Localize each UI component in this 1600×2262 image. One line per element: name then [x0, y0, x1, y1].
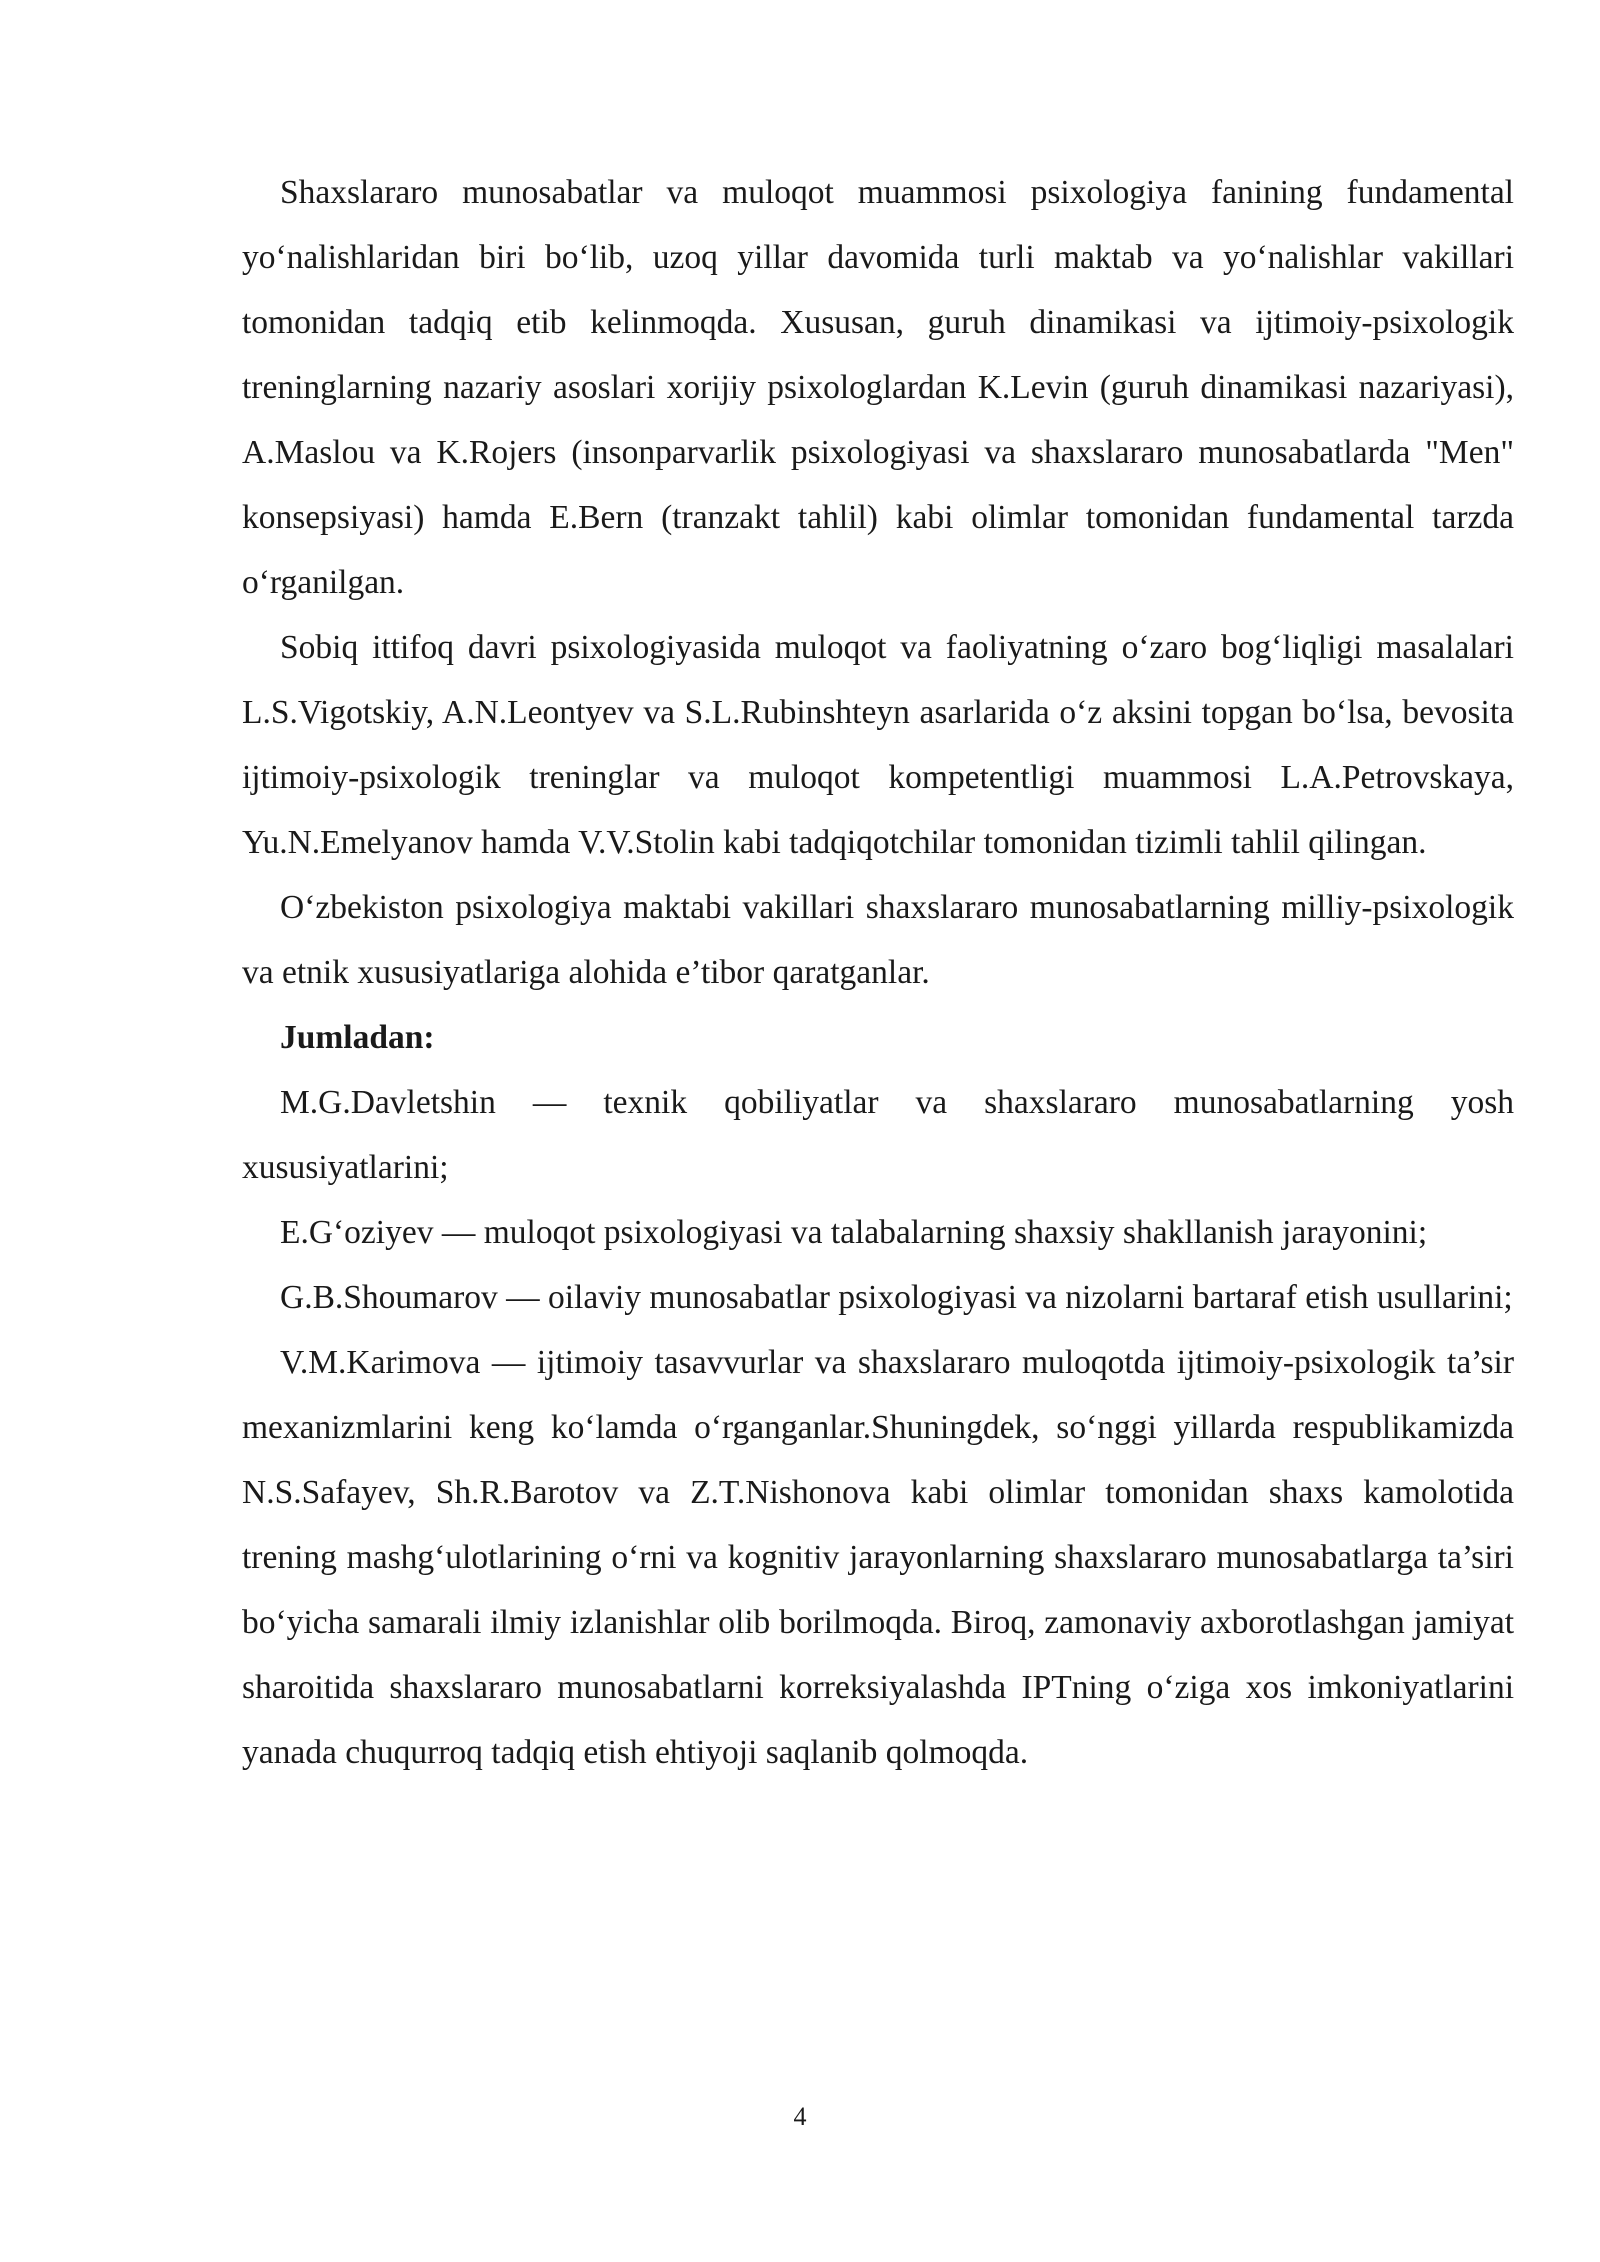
- paragraph-uzbek-school: O‘zbekiston psixologiya maktabi vakillari shaxslararo munosabatlarning milliy-psixologik va etnik xususiyatlariga alohida e’tibor qaratganlar.: [242, 889, 1514, 991]
- list-item-shoumarov: G.B.Shoumarov — oilaviy munosabatlar psixologiyasi va nizolarni bartaraf etish usullarini;: [280, 1279, 1513, 1316]
- paragraph-soviet-period: Sobiq ittifoq davri psixologiyasida muloqot va faoliyatning o‘zaro bog‘liqligi masalalari L.S.Vigotskiy, A.N.Leontyev va S.L.Rubinshteyn asarlarida o‘z aksini topgan bo‘lsa, bevosita ijtimoiy-psixologik treninglar va muloqot kompetentligi muammosi L.A.Petrovskaya, Yu.N.Emelyanov hamda V.V.Stolin kabi tadqiqotchilar tomonidan tizimli tahlil qilingan.: [242, 629, 1514, 861]
- page-number: 4: [793, 2102, 807, 2131]
- section-heading: Jumladan:: [280, 1019, 435, 1056]
- paragraph-intro: Shaxslararo munosabatlar va muloqot muammosi psixologiya fanining fundamental yo‘nalishlaridan biri bo‘lib, uzoq yillar davomida turli maktab va yo‘nalishlar vakillari tomonidan tadqiq etib kelinmoqda. Xususan, guruh dinamikasi va ijtimoiy-psixologik treninglarning nazariy asoslari xorijiy psixologlardan K.Levin (guruh dinamikasi nazariyasi), A.Maslou va K.Rojers (insonparvarlik psixologiyasi va shaxslararo munosabatlarda "Men" konsepsiyasi) hamda E.Bern (tranzakt tahlil) kabi olimlar tomonidan fundamental tarzda o‘rganilgan.: [242, 174, 1514, 601]
- list-item-goziyev: E.G‘oziyev — muloqot psixologiyasi va talabalarning shaxsiy shakllanish jarayonini;: [280, 1214, 1428, 1251]
- document-body: [242, 160, 1514, 1785]
- list-item-karimova: V.M.Karimova — ijtimoiy tasavvurlar va shaxslararo muloqotda ijtimoiy-psixologik ta’sir mexanizmlarini keng ko‘lamda o‘rganganlar.Shuningdek, so‘nggi yillarda respublikamizda N.S.Safayev, Sh.R.Barotov va Z.T.Nishonova kabi olimlar tomonidan shaxs kamolotida trening mashg‘ulotlarining o‘rni va kognitiv jarayonlarning shaxslararo munosabatlarga ta’siri bo‘yicha samarali ilmiy izlanishlar olib borilmoqda. Biroq, zamonaviy axborotlashgan jamiyat sharoitida shaxslararo munosabatlarni korreksiyalashda IPTning o‘ziga xos imkoniyatlarini yanada chuqurroq tadqiq etish ehtiyoji saqlanib qolmoqda.: [242, 1344, 1514, 1771]
- list-item-davletshin: M.G.Davletshin — texnik qobiliyatlar va shaxslararo munosabatlarning yosh xususiyatlarini;: [242, 1084, 1514, 1186]
